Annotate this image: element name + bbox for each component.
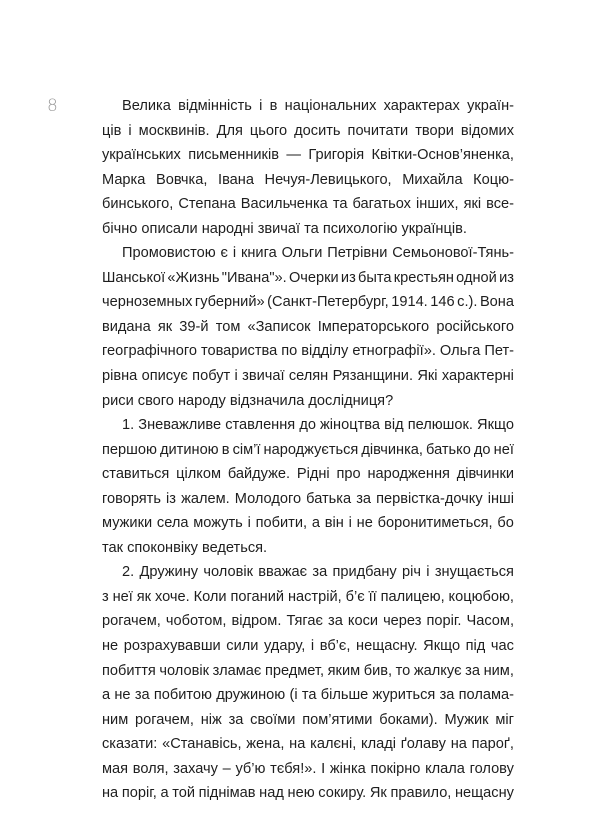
word: жінка xyxy=(329,760,366,777)
word: річ xyxy=(402,564,421,581)
word: інші xyxy=(487,490,514,507)
word: над xyxy=(259,785,284,802)
text-line xyxy=(102,757,514,782)
word: одной xyxy=(456,269,497,286)
word: як xyxy=(157,318,173,335)
word: Для xyxy=(216,122,243,139)
word: Григорія xyxy=(308,147,365,164)
word: а xyxy=(102,687,111,704)
word: і xyxy=(310,638,315,655)
word: за xyxy=(328,613,343,630)
word: в xyxy=(269,98,278,114)
word: Рязанщини. xyxy=(332,368,414,385)
word: цілком xyxy=(176,466,221,483)
word: полама- xyxy=(458,687,514,704)
word: Як xyxy=(369,785,387,802)
word: про xyxy=(336,466,361,483)
word: можуть xyxy=(193,515,243,532)
word: хоче. xyxy=(155,588,190,605)
word: жалем. xyxy=(181,490,230,507)
word: національних xyxy=(284,98,377,114)
word: "Ивана"». xyxy=(221,269,287,286)
word: на xyxy=(450,736,467,753)
word: цього xyxy=(249,122,288,139)
word: Васильченка xyxy=(240,196,328,213)
word: ставиться xyxy=(102,466,170,483)
word: більше xyxy=(320,687,369,704)
word: описує xyxy=(141,368,188,385)
word: і xyxy=(426,564,430,581)
word: Степана xyxy=(178,196,236,213)
word: боронитиметься, xyxy=(377,515,493,532)
word: через xyxy=(383,613,422,630)
word: Велика xyxy=(122,98,171,114)
word: уб’ю xyxy=(235,760,266,777)
word: ним xyxy=(102,711,129,728)
word: пелюшок. xyxy=(407,417,473,434)
word: придбану xyxy=(332,564,397,581)
word: 2. xyxy=(122,564,135,581)
word: жіноцтва xyxy=(320,417,380,434)
word: сокиру. xyxy=(318,785,367,802)
text-line xyxy=(102,585,514,610)
word: із xyxy=(166,490,176,507)
word: Коли xyxy=(193,588,227,605)
word: за xyxy=(439,687,455,704)
word: почитати xyxy=(347,122,409,139)
text-line xyxy=(102,732,514,757)
word: Семьонової-Тянь- xyxy=(392,245,514,262)
word: її xyxy=(368,588,377,605)
word: Пет- xyxy=(484,343,514,360)
word: не xyxy=(356,515,373,532)
word: 39-й xyxy=(179,318,209,335)
text-line xyxy=(102,315,514,340)
word: настрій, xyxy=(287,588,342,605)
word: побиття xyxy=(102,662,156,679)
word: не xyxy=(114,687,131,704)
text-line xyxy=(102,634,514,659)
word: жена, xyxy=(246,736,285,753)
word: чоловік xyxy=(159,662,209,679)
text-line xyxy=(102,339,514,364)
word: Мужик xyxy=(444,711,489,728)
word: Марка xyxy=(102,171,146,188)
word: і xyxy=(247,515,251,532)
text-line xyxy=(102,683,514,708)
word: рівна xyxy=(102,368,138,385)
word: удару, xyxy=(264,638,306,655)
word: — xyxy=(286,147,301,164)
word: селян xyxy=(288,368,329,385)
word: характерні xyxy=(441,368,514,385)
word: відмінність xyxy=(178,98,252,114)
word: україн- xyxy=(467,98,514,114)
text-line xyxy=(102,781,514,806)
word: дівчинка, xyxy=(361,441,423,458)
word: ставлення xyxy=(225,417,296,434)
word: Які xyxy=(417,368,438,385)
word: піднімав xyxy=(198,785,256,802)
word: і xyxy=(128,122,132,139)
word: Молодого xyxy=(234,490,302,507)
word: міг xyxy=(495,711,514,728)
word: яким xyxy=(327,662,361,679)
word: той xyxy=(172,785,196,802)
word: – xyxy=(222,760,231,777)
word: які xyxy=(463,196,482,213)
text-line: риси свого народу відзначила дослідниця? xyxy=(102,392,394,409)
word: за xyxy=(356,490,371,507)
word: російського xyxy=(436,318,514,335)
word: і xyxy=(259,98,263,114)
word: клала xyxy=(425,760,465,777)
word: за xyxy=(465,662,480,679)
text-line xyxy=(102,462,514,487)
word: том xyxy=(215,318,241,335)
word: дитиною xyxy=(160,441,219,458)
word: етнографії». xyxy=(352,343,436,360)
word: відомих xyxy=(460,122,514,139)
word: мужики xyxy=(102,515,153,532)
word: Дружину xyxy=(139,564,199,581)
word: Ольги xyxy=(281,245,323,262)
word: товариства xyxy=(200,343,278,360)
word: москвинів. xyxy=(138,122,210,139)
word: вб’є, xyxy=(319,638,351,655)
word: то xyxy=(395,662,411,679)
word: знущається xyxy=(434,564,514,581)
word: рогачем, xyxy=(135,711,194,728)
word: є xyxy=(220,245,228,262)
word: воля, xyxy=(132,760,169,777)
word: видана xyxy=(102,318,151,335)
word: все- xyxy=(486,196,514,213)
word: та xyxy=(301,687,317,704)
word: Коцю- xyxy=(473,171,514,188)
word: из xyxy=(340,269,356,286)
word: Імператорського xyxy=(317,318,430,335)
word: Якщо xyxy=(423,638,461,655)
text-line xyxy=(102,560,514,585)
word: він xyxy=(324,515,344,532)
text-line xyxy=(102,290,514,315)
word: відром. xyxy=(231,613,282,630)
word: Вовчка, xyxy=(155,171,208,188)
word: «Жизнь xyxy=(167,269,220,286)
word: тєбя!». xyxy=(270,760,317,777)
word: за xyxy=(228,711,244,728)
word: І xyxy=(321,760,326,777)
word: географічного xyxy=(102,343,197,360)
word: своїми xyxy=(250,711,296,728)
word: досить xyxy=(294,122,341,139)
word: бинського, xyxy=(102,196,174,213)
word: відділу xyxy=(301,343,349,360)
word: першою xyxy=(102,441,157,458)
word: багатьох xyxy=(352,196,411,213)
word: на xyxy=(289,736,306,753)
word: не xyxy=(102,638,119,655)
word: голову xyxy=(469,760,514,777)
word: покірно xyxy=(370,760,421,777)
word: побити, xyxy=(255,515,308,532)
text-line xyxy=(102,266,514,291)
word: «Записок xyxy=(247,318,311,335)
word: (Санкт-Петербург, xyxy=(267,294,389,311)
text-line xyxy=(102,143,514,168)
text-line xyxy=(102,119,514,144)
word: інших, xyxy=(416,196,459,213)
word: из xyxy=(499,269,514,286)
word: нещасну. xyxy=(356,638,418,655)
text-line xyxy=(102,241,514,266)
word: Нечуя-Левицького, xyxy=(264,171,392,188)
word: Промовистою xyxy=(122,245,216,262)
word: розрахувавши xyxy=(123,638,221,655)
word: неї xyxy=(493,441,514,458)
text-line xyxy=(102,708,514,733)
word: час xyxy=(490,638,514,655)
word: коцюбою, xyxy=(448,588,514,605)
text-line xyxy=(102,609,514,634)
word: ґолаву xyxy=(400,736,446,753)
word: с.). xyxy=(457,294,478,311)
word: журиться xyxy=(372,687,436,704)
word: до xyxy=(473,441,491,458)
body-text xyxy=(102,94,514,806)
word: Петрівни xyxy=(327,245,388,262)
word: як xyxy=(136,588,152,605)
word: по xyxy=(281,343,298,360)
word: з xyxy=(102,588,109,605)
word: пом’ятими xyxy=(302,711,373,728)
word: быта xyxy=(358,269,392,286)
word: пароґ, xyxy=(471,736,514,753)
text-line xyxy=(102,364,514,389)
word: Шанської xyxy=(102,269,166,286)
word: Рідні xyxy=(296,466,330,483)
word: 1914. xyxy=(391,294,428,311)
word: говорять xyxy=(102,490,161,507)
word: поріг. xyxy=(426,613,462,630)
word: захачу xyxy=(173,760,218,777)
word: села xyxy=(156,515,189,532)
text-line xyxy=(102,168,514,193)
word: на xyxy=(102,785,119,802)
word: правило, xyxy=(390,785,452,802)
text-line xyxy=(102,192,514,217)
word: від xyxy=(384,417,404,434)
word: калєні, xyxy=(310,736,357,753)
word: нещасну xyxy=(455,785,514,802)
text-line xyxy=(102,487,514,512)
word: Михайла xyxy=(402,171,463,188)
word: за xyxy=(312,564,328,581)
word: народження xyxy=(367,466,450,483)
text-line xyxy=(102,94,514,119)
word: письменників xyxy=(188,147,279,164)
word: палицею, xyxy=(380,588,445,605)
word: і xyxy=(234,368,238,385)
text-line xyxy=(102,413,514,438)
word: батька xyxy=(306,490,352,507)
word: Якщо xyxy=(477,417,514,434)
word: дівчинки xyxy=(456,466,514,483)
word: кладі xyxy=(361,736,396,753)
word: поріг, xyxy=(121,785,157,802)
word: звичаї xyxy=(242,368,285,385)
word: 1. xyxy=(122,417,135,434)
word: неї xyxy=(112,588,133,605)
word: українських xyxy=(102,147,181,164)
word: зламає xyxy=(212,662,262,679)
word: чоботом, xyxy=(165,613,227,630)
word: і xyxy=(348,515,352,532)
word: побут xyxy=(192,368,231,385)
word: черноземных xyxy=(102,294,193,311)
word: первістка-дочку xyxy=(376,490,483,507)
word: ним, xyxy=(483,662,514,679)
word: Очерки xyxy=(288,269,339,286)
word: батько xyxy=(426,441,471,458)
word: дружиною xyxy=(216,687,286,704)
word: предмет, xyxy=(264,662,325,679)
word: мая xyxy=(102,760,129,777)
word: чоловік xyxy=(203,564,253,581)
word: ців xyxy=(102,122,122,139)
word: Тягає xyxy=(286,613,323,630)
word: б’є xyxy=(345,588,365,605)
word: до xyxy=(299,417,316,434)
word: сили xyxy=(226,638,259,655)
word: вважає xyxy=(258,564,308,581)
word: сім’ї xyxy=(232,441,261,458)
word: народжується xyxy=(263,441,359,458)
word: губерний» xyxy=(194,294,265,311)
word: а xyxy=(311,515,320,532)
word: бив, xyxy=(363,662,393,679)
word: Вона xyxy=(479,294,514,311)
word: під xyxy=(465,638,486,655)
word: характерах xyxy=(383,98,460,114)
word: (і xyxy=(289,687,298,704)
word: Квітки-Основ’яненка, xyxy=(371,147,514,164)
word: боками). xyxy=(379,711,438,728)
word: книга xyxy=(240,245,277,262)
word: сказати: xyxy=(102,736,158,753)
word: ніж xyxy=(200,711,222,728)
word: побитою xyxy=(153,687,212,704)
word: поганий xyxy=(230,588,285,605)
page-number: 8 xyxy=(47,96,58,116)
word: за xyxy=(134,687,150,704)
text-line xyxy=(102,659,514,684)
word: Зневажливе xyxy=(138,417,222,434)
word: Часом, xyxy=(466,613,514,630)
word: жалкує xyxy=(413,662,462,679)
word: і xyxy=(232,245,237,262)
word: нею xyxy=(287,785,315,802)
word: та xyxy=(332,196,348,213)
word: бо xyxy=(497,515,514,532)
word: Ольга xyxy=(439,343,481,360)
word: байдуже. xyxy=(227,466,291,483)
word: коси xyxy=(347,613,379,630)
word: «Станавісь, xyxy=(162,736,242,753)
word: твори xyxy=(415,122,454,139)
text-line xyxy=(102,438,514,463)
word: а xyxy=(160,785,169,802)
word: в xyxy=(221,441,230,458)
word: Івана xyxy=(218,171,254,188)
text-line: бічно описали народні звичаї та психологію українців. xyxy=(102,220,467,237)
text-line: так споконвіку ведеться. xyxy=(102,539,268,556)
text-line xyxy=(102,511,514,536)
word: рогачем, xyxy=(102,613,161,630)
word: крестьян xyxy=(393,269,454,286)
word: 146 xyxy=(430,294,455,311)
